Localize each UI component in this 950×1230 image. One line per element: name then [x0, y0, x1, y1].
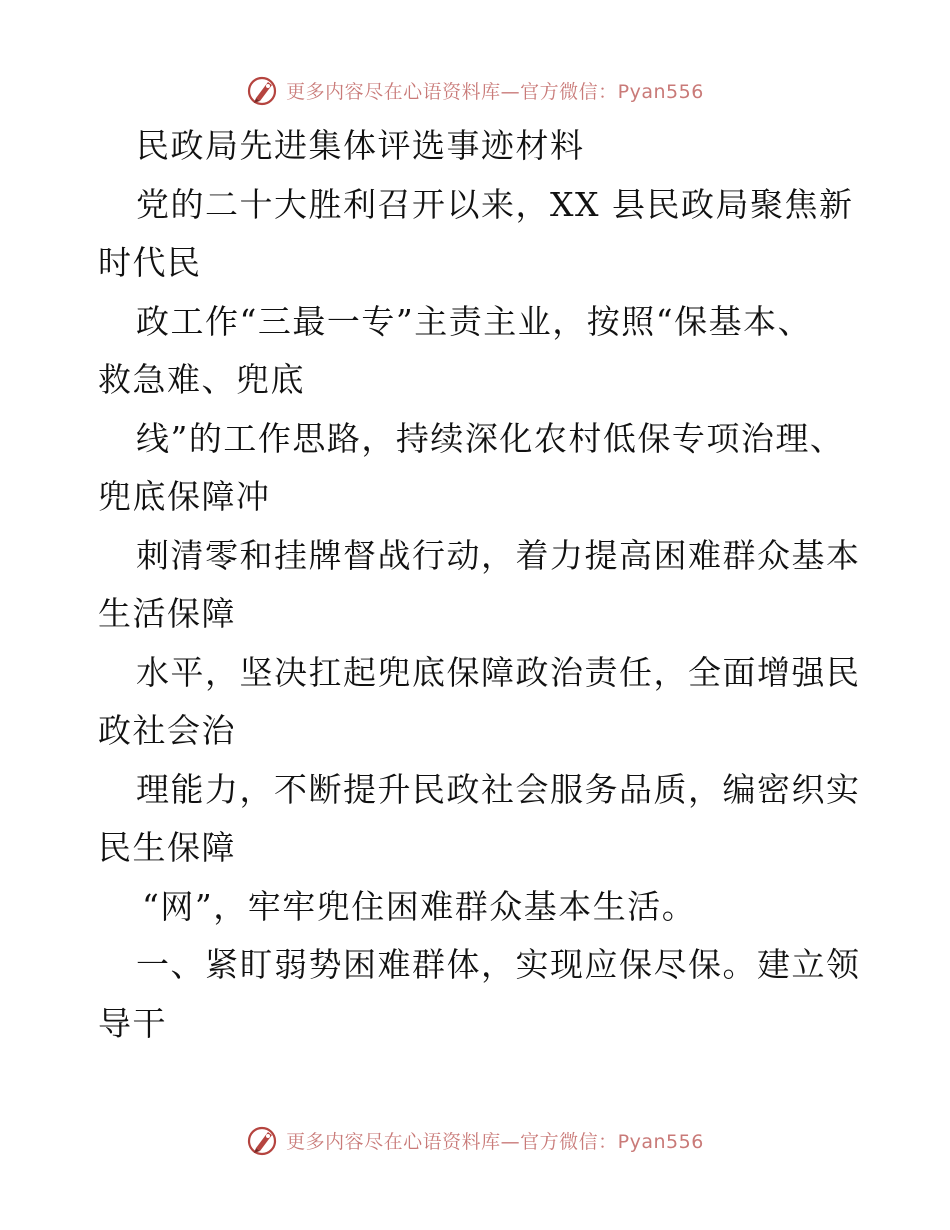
- banner-text: 更多内容尽在心语资料库—官方微信：Pyan556: [286, 1130, 704, 1153]
- pen-logo-icon: [246, 1123, 280, 1157]
- text-line: 民生保障: [98, 828, 236, 867]
- text-line: 导干: [98, 1003, 167, 1043]
- text-line: “网”，牢牢兜住困难群众基本生活。: [142, 886, 697, 926]
- text-line: 政工作“三最一专”主责主业，按照“保基本、: [136, 301, 813, 341]
- text-line: 理能力，不断提升民政社会服务品质，编密织实: [136, 769, 861, 809]
- pen-logo-icon: [246, 73, 280, 107]
- text-line: 救急难、兜底: [98, 360, 305, 399]
- document-body: [98, 117, 861, 1053]
- text-line: 党的二十大胜利召开以来，XX 县民政局聚焦新: [136, 184, 854, 224]
- text-line: 生活保障: [98, 594, 236, 633]
- text-line: 线”的工作思路，持续深化农村低保专项治理、: [136, 418, 845, 458]
- text-line: 兜底保障冲: [98, 477, 271, 516]
- text-line: 政社会治: [98, 711, 236, 750]
- footer-banner: [0, 1120, 950, 1160]
- text-line: 刺清零和挂牌督战行动，着力提高困难群众基本: [136, 535, 861, 575]
- text-line: 水平，坚决扛起兜底保障政治责任，全面增强民: [136, 652, 861, 692]
- text-line: 时代民: [98, 243, 202, 282]
- banner-text: 更多内容尽在心语资料库—官方微信：Pyan556: [286, 80, 704, 103]
- document-title: 民政局先进集体评选事迹材料: [136, 126, 585, 165]
- text-line: 一、紧盯弱势困难群体，实现应保尽保。建立领: [136, 945, 861, 984]
- header-banner: [0, 70, 950, 110]
